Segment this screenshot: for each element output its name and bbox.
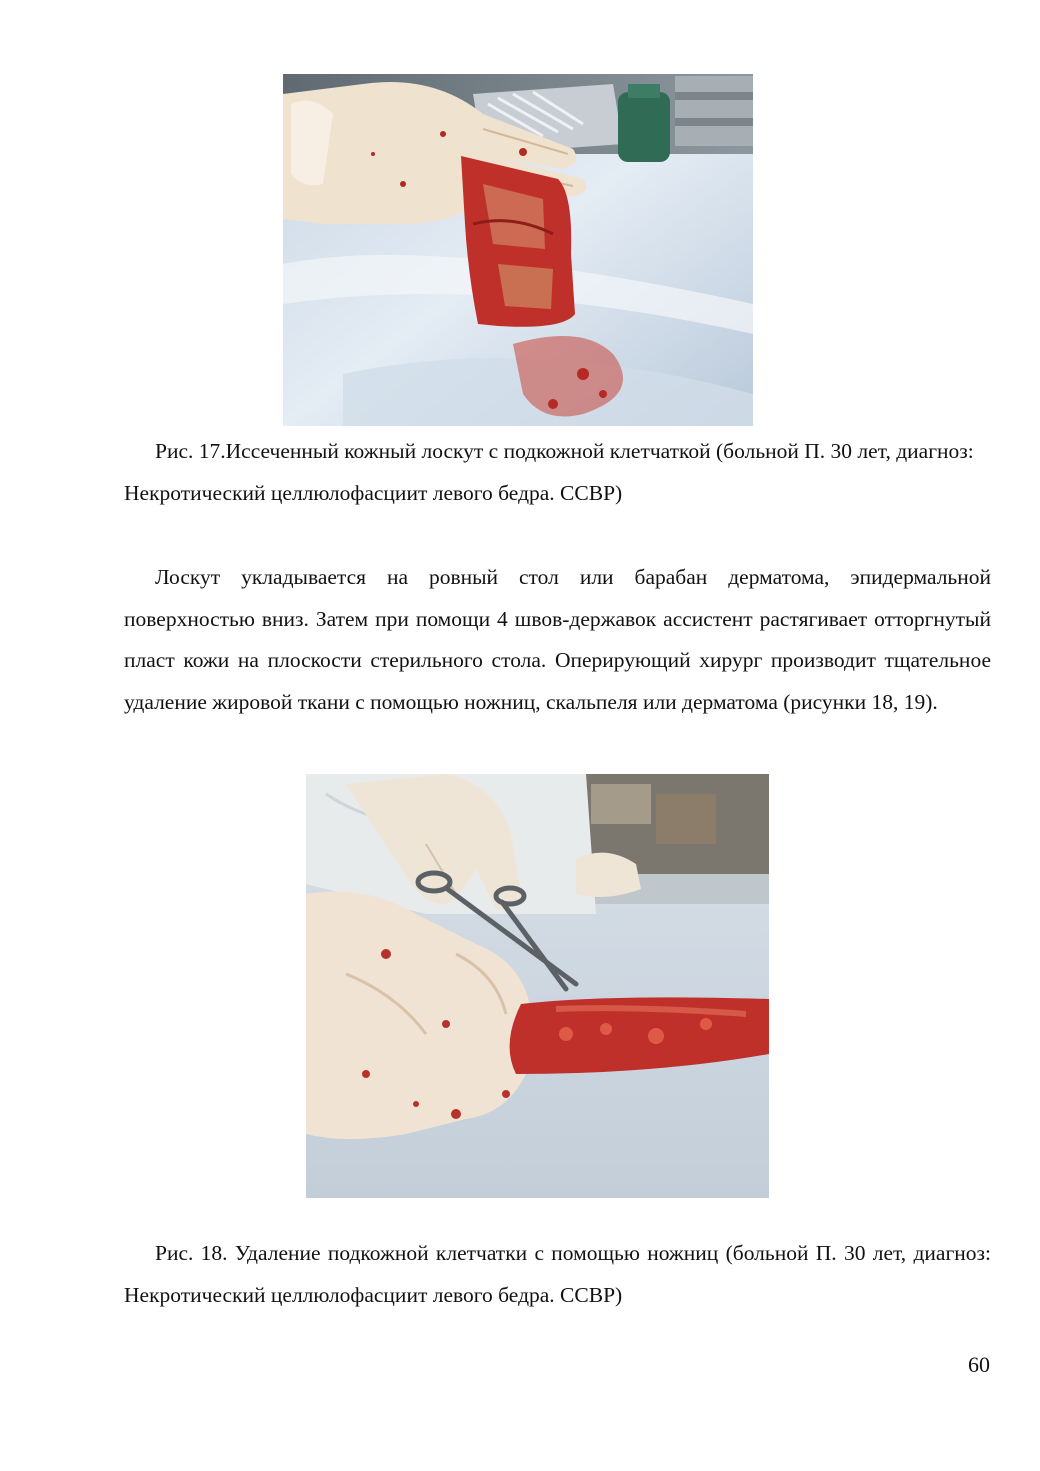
figure-18-photo	[306, 774, 769, 1198]
page-number: 60	[968, 1352, 990, 1377]
figure-17-caption: Рис. 17.Иссеченный кожный лоскут с подкожной клетчаткой (больной П. 30 лет, диагноз: Некротический целлюлофасциит левого бедра. ССВР)	[124, 439, 974, 505]
figure-17-photo	[283, 74, 753, 426]
figure-17-illustration	[283, 74, 753, 426]
figure-18-caption: Рис. 18. Удаление подкожной клетчатки с помощью ножниц (больной П. 30 лет, диагноз: Некротический целлюлофасциит левого бедра. ССВР)	[124, 1241, 991, 1307]
body-paragraph: Лоскут укладывается на ровный стол или барабан дерматома, эпидермальной поверхностью вниз. Затем при помощи 4 швов-державок ассистент растягивает отторгнутый пласт кожи на плоскости стерильного стола. Оперирующий хирург производит тщательное удаление жировой ткани с помощью ножниц, скальпеля или дерматома (рисунки 18, 19).	[124, 565, 991, 714]
figure-18-illustration	[306, 774, 769, 1198]
